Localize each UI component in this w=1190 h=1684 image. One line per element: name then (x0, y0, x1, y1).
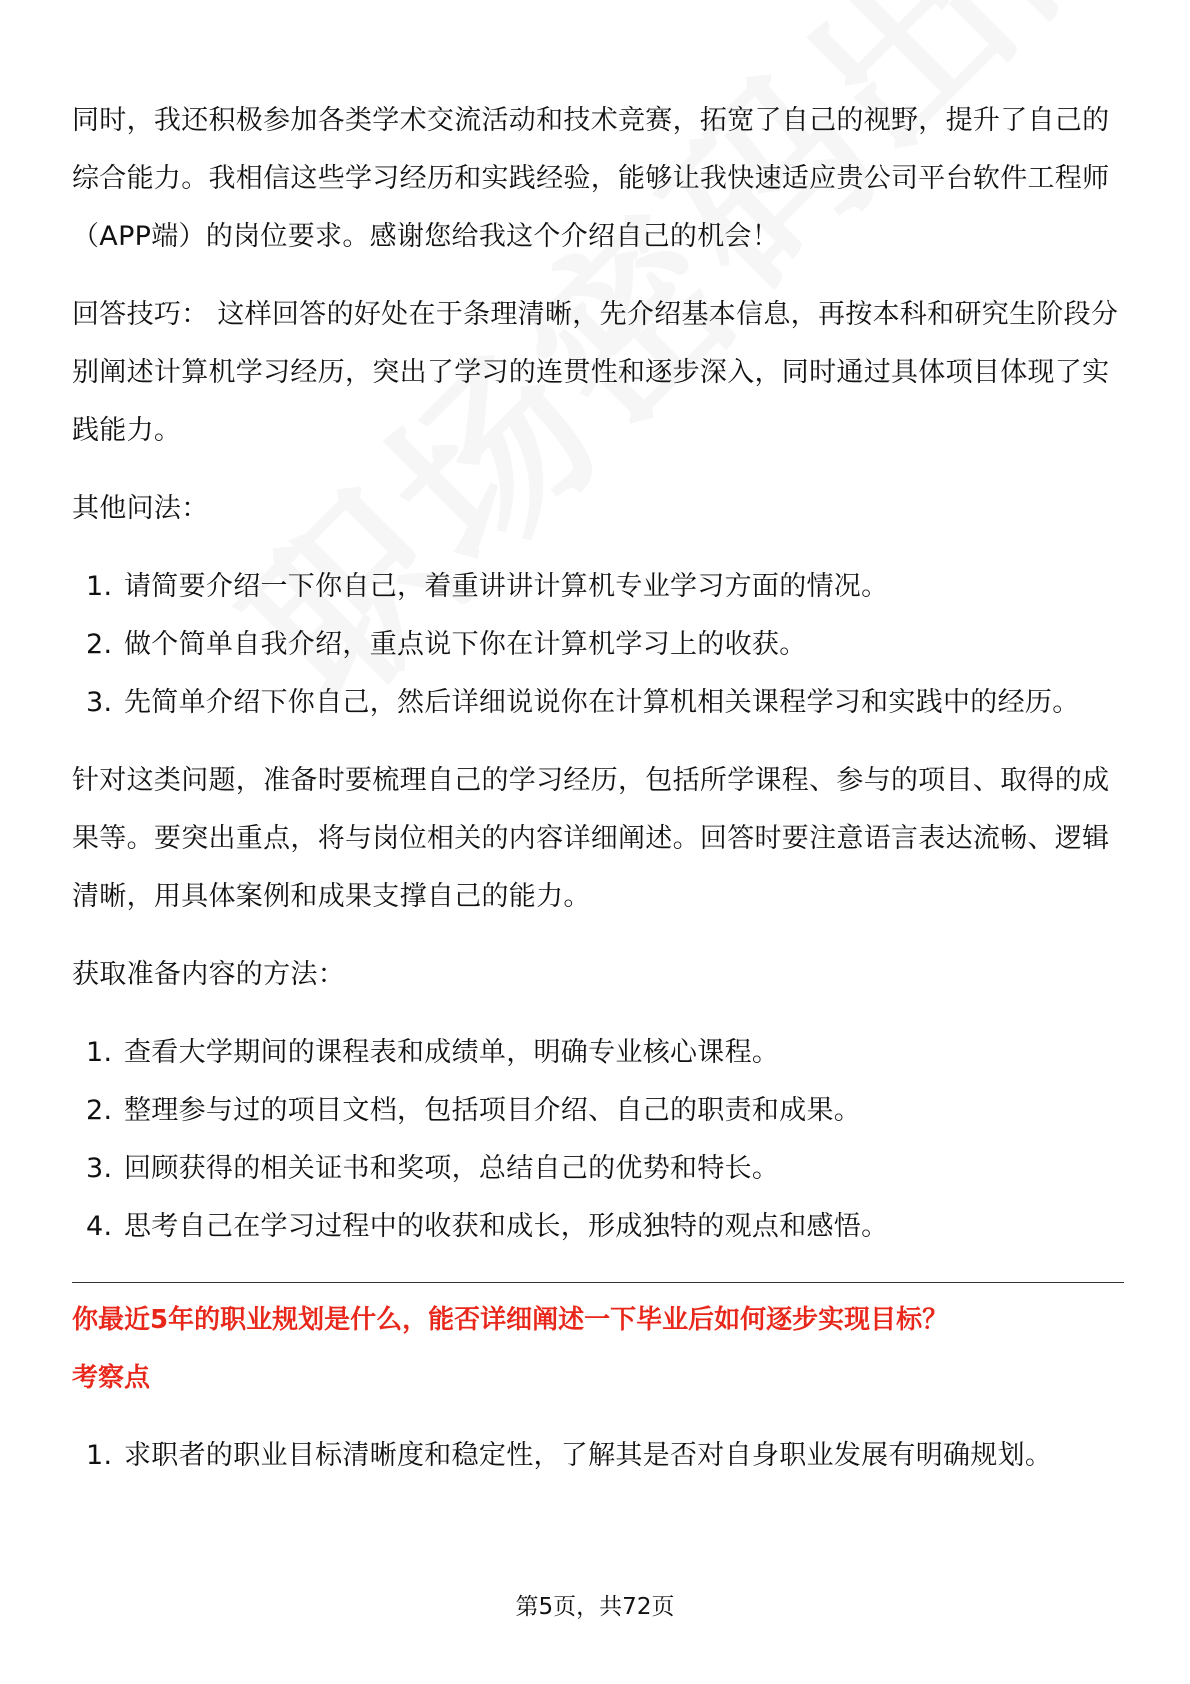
list-item-text: 整理参与过的项目文档，包括项目介绍、自己的职责和成果。 (124, 1095, 862, 1126)
list-item (72, 1427, 1132, 1485)
list-item-number: 1. (86, 1037, 113, 1068)
list-item-number: 3. (86, 687, 113, 718)
methods-list (72, 1024, 1132, 1256)
question-title: 你最近5年的职业规划是什么，能否详细阐述一下毕业后如何逐步实现目标？ (72, 1305, 949, 1335)
list-item-text: 先简单介绍下你自己，然后详细说说你在计算机相关课程学习和实践中的经历。 (124, 687, 1080, 718)
list-item-text: 请简要介绍一下你自己，着重讲讲计算机专业学习方面的情况。 (124, 571, 889, 602)
prep-paragraph: 针对这类问题，准备时要梳理自己的学习经历，包括所学课程、参与的项目、取得的成果等。要突出重点，将与岗位相关的内容详细阐述。回答时要注意语言表达流畅、逻辑清晰，用具体案例和成果支撑自己的能力。 (72, 765, 1110, 912)
list-item-number: 1. (86, 571, 113, 602)
list-item-number: 3. (86, 1153, 113, 1184)
list-item-text: 思考自己在学习过程中的收获和成长，形成独特的观点和感悟。 (124, 1211, 889, 1242)
list-item (72, 1140, 1132, 1198)
section-divider (72, 1282, 1124, 1283)
list-item-number: 4. (86, 1211, 113, 1242)
page-content (72, 92, 1132, 1485)
list-item-number: 2. (86, 1095, 113, 1126)
list-item (72, 674, 1132, 732)
list-item-text: 查看大学期间的课程表和成绩单，明确专业核心课程。 (124, 1037, 780, 1068)
list-item (72, 1024, 1132, 1082)
intro-paragraph: 同时，我还积极参加各类学术交流活动和技术竞赛，拓宽了自己的视野，提升了自己的综合能力。我相信这些学习经历和实践经验，能够让我快速适应贵公司平台软件工程师（APP端）的岗位要求。感谢您给我这个介绍自己的机会！ (72, 105, 1110, 252)
tip-paragraph: 回答技巧： 这样回答的好处在于条理清晰，先介绍基本信息，再按本科和研究生阶段分别阐述计算机学习经历，突出了学习的连贯性和逐步深入，同时通过具体项目体现了实践能力。 (72, 299, 1119, 446)
page-footer: 第5页，共72页 (515, 1594, 675, 1620)
list-item (72, 616, 1132, 674)
list-item (72, 558, 1132, 616)
list-item-text: 求职者的职业目标清晰度和稳定性，了解其是否对自身职业发展有明确规划。 (124, 1440, 1053, 1471)
list-item (72, 1082, 1132, 1140)
assessment-points-list (72, 1427, 1132, 1485)
list-item-text: 回顾获得的相关证书和奖项，总结自己的优势和特长。 (124, 1153, 780, 1184)
other-asks-label: 其他问法： (72, 493, 209, 524)
list-item-number: 2. (86, 629, 113, 660)
list-item (72, 1198, 1132, 1256)
list-item-number: 1. (86, 1440, 113, 1471)
methods-label: 获取准备内容的方法： (72, 959, 345, 990)
list-item-text: 做个简单自我介绍，重点说下你在计算机学习上的收获。 (124, 629, 807, 660)
other-asks-list (72, 558, 1132, 732)
assessment-points-label: 考察点 (72, 1363, 151, 1393)
